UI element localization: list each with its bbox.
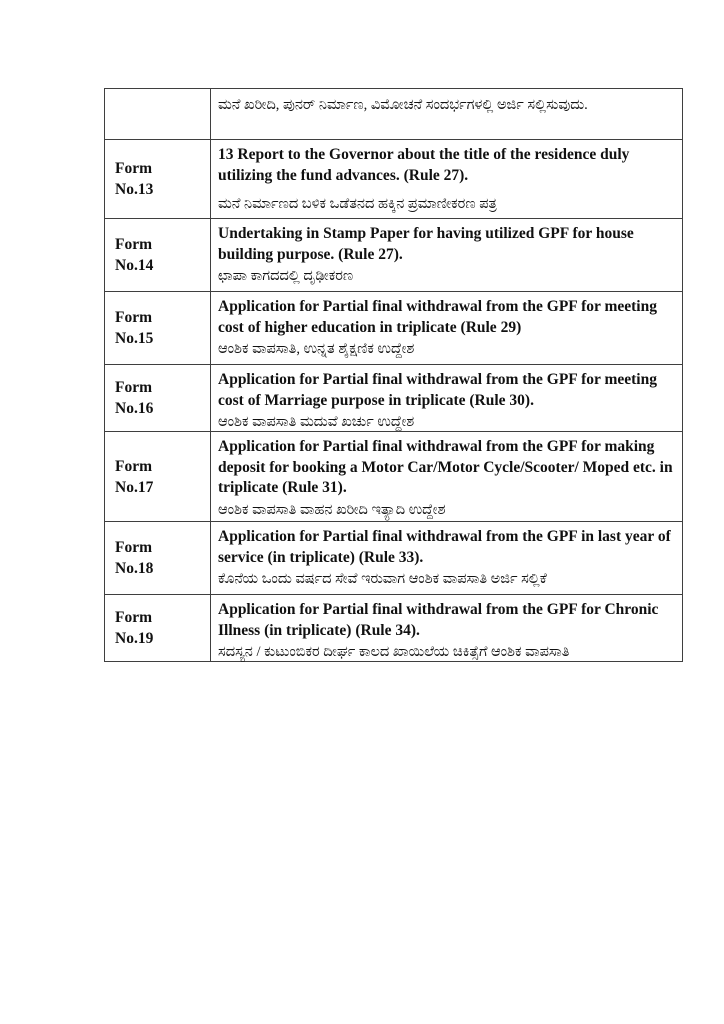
description-cell: [211, 365, 682, 431]
description-cell: [211, 140, 682, 218]
form-number-label: Form: [115, 539, 153, 556]
description-english: Application for Partial final withdrawal from the GPF for Chronic Illness (in triplicate) (Rule 34).: [218, 601, 659, 639]
form-number-cell: [105, 595, 211, 661]
table-row: [105, 89, 682, 139]
form-number-label: Form: [115, 609, 153, 626]
description-kannada: ಮನೆ ನಿರ್ಮಾಣದ ಬಳಿಕ ಒಡೆತನದ ಹಕ್ಕಿನ ಪ್ರಮಾಣೀಕರಣ ಪತ್ರ: [218, 196, 497, 212]
table-row: [105, 594, 682, 661]
description-english: 13 Report to the Governor about the title of the residence duly utilizing the fund advances. (Rule 27).: [218, 146, 630, 184]
description-kannada: ಕೊನೆಯ ಒಂದು ವರ್ಷದ ಸೇವೆ ಇರುವಾಗ ಆಂಶಿಕ ವಾಪಸಾತಿ ಅರ್ಜಿ ಸಲ್ಲಿಕೆ: [218, 571, 547, 587]
form-number-label: Form: [115, 160, 153, 177]
description-english: Application for Partial final withdrawal from the GPF for meeting cost of Marriage purpose in triplicate (Rule 30).: [218, 371, 657, 409]
form-number-label: No.18: [115, 560, 154, 577]
description-cell: [211, 522, 682, 594]
table-row: [105, 431, 682, 521]
form-number-label: No.13: [115, 181, 154, 198]
description-kannada: ಆಂಶಿಕ ವಾಪಸಾತಿ, ಉನ್ನತ ಶೈಕ್ಷಣಿಕ ಉದ್ದೇಶ: [218, 341, 415, 357]
form-number-cell: [105, 292, 211, 364]
form-number-label: Form: [115, 457, 153, 475]
gpf-forms-table: [104, 88, 683, 662]
description-kannada: ಆಂಶಿಕ ವಾಪಸಾತಿ ವಾಹನ ಖರೀದಿ ಇತ್ಯಾದಿ ಉದ್ದೇಶ: [218, 501, 446, 518]
form-number-label: Form: [115, 309, 153, 326]
table-row: [105, 139, 682, 218]
form-number-label: No.16: [115, 400, 154, 417]
table-row: [105, 218, 682, 291]
description-kannada: ಮನೆ ಖರೀದಿ, ಪುನರ್ ನಿರ್ಮಾಣ, ವಿಮೋಚನೆ ಸಂದರ್ಭಗಳಲ್ಲಿ ಅರ್ಜಿ ಸಲ್ಲಿಸುವುದು.: [218, 97, 588, 113]
table-row: [105, 521, 682, 594]
form-number-cell: [105, 140, 211, 218]
form-number-label: Form: [115, 379, 153, 396]
description-kannada: ಆಂಶಿಕ ವಾಪಸಾತಿ ಮದುವೆ ಖರ್ಚು ಉದ್ದೇಶ: [218, 414, 415, 430]
form-number-cell: [105, 365, 211, 431]
description-cell: [211, 595, 682, 661]
description-kannada: ಛಾಪಾ ಕಾಗದದಲ್ಲಿ ದೃಢೀಕರಣ: [218, 268, 354, 284]
form-number-cell: [105, 522, 211, 594]
form-number-cell: [105, 89, 211, 139]
form-number-label: Form: [115, 236, 153, 253]
description-kannada: ಸದಸ್ಯನ / ಕುಟುಂಬಿಕರ ದೀರ್ಘ ಕಾಲದ ಖಾಯಿಲೆಯ ಚಿಕಿತ್ಸೆಗೆ ಆಂಶಿಕ ವಾಪಸಾತಿ: [218, 644, 570, 660]
description-cell: [211, 292, 682, 364]
form-number-label: No.19: [115, 630, 154, 647]
form-number-cell: [105, 219, 211, 291]
description-cell: [211, 432, 682, 521]
form-number-cell: [105, 432, 211, 521]
description-english: Application for Partial final withdrawal from the GPF for meeting cost of higher education in triplicate (Rule 29): [218, 298, 657, 336]
description-english: Undertaking in Stamp Paper for having utilized GPF for house building purpose. (Rule 27).: [218, 225, 634, 263]
table-row: [105, 364, 682, 431]
form-number-label: No.15: [115, 330, 154, 347]
form-number-label: No.14: [115, 257, 154, 274]
description-cell: [211, 89, 682, 139]
table-row: [105, 291, 682, 364]
description-cell: [211, 219, 682, 291]
description-english: Application for Partial final withdrawal from the GPF for making deposit for booking a Motor Car/Motor Cycle/Scooter/ Moped etc. in triplicate (Rule 31).: [218, 438, 673, 496]
description-english: Application for Partial final withdrawal from the GPF in last year of service (in triplicate) (Rule 33).: [218, 528, 671, 566]
form-number-label: No.17: [115, 478, 154, 496]
